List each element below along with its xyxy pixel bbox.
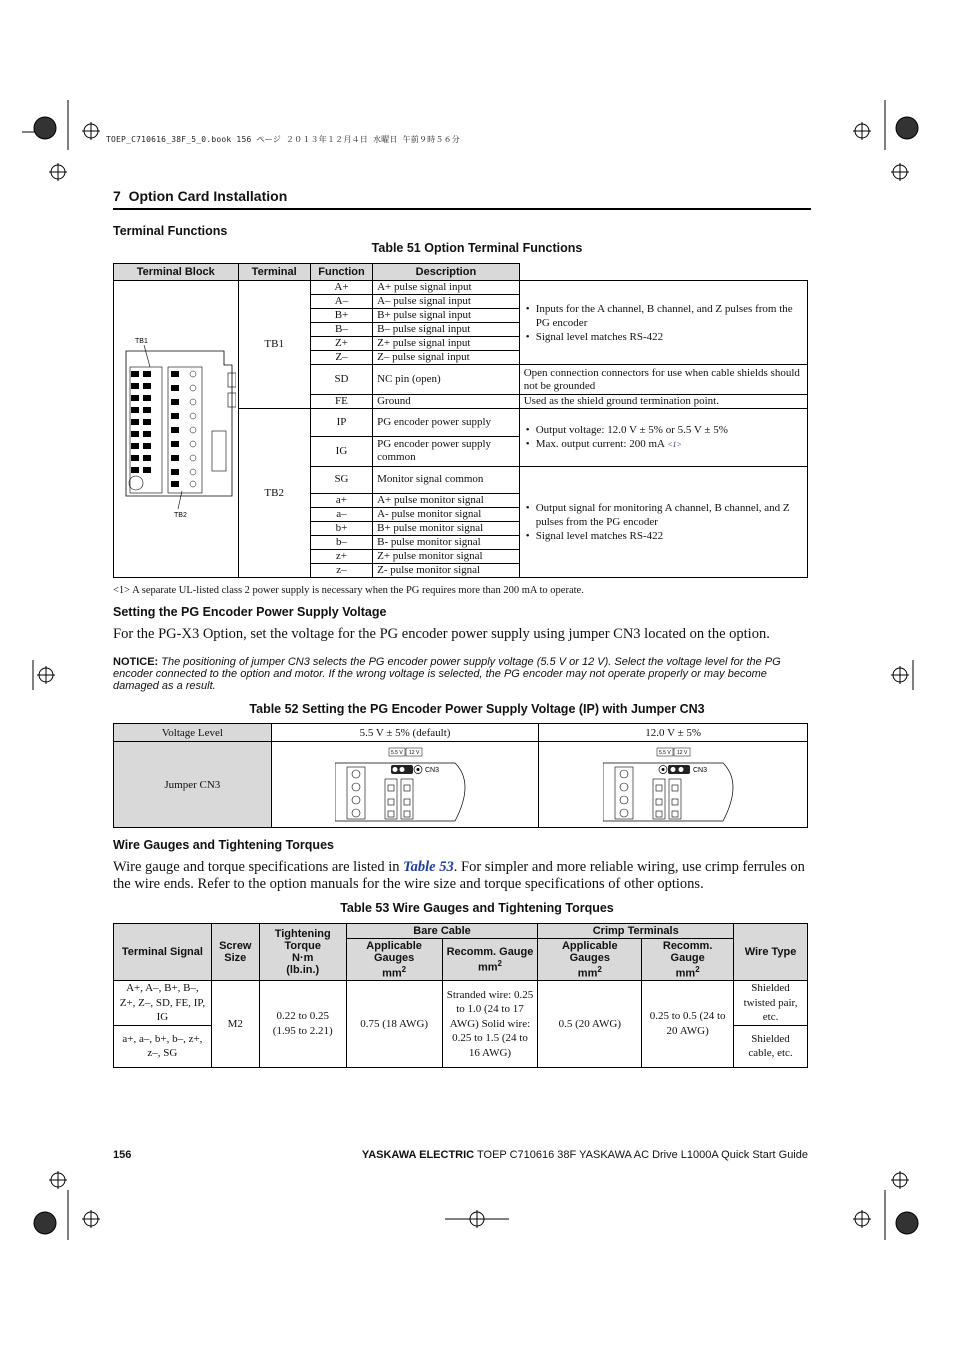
jumper-diagram-12v-svg xyxy=(603,743,743,823)
wire-gauges-heading: Wire Gauges and Tightening Torques xyxy=(113,838,334,852)
function-cell: A- pulse monitor signal xyxy=(373,508,520,522)
function-cell: PG encoder power supply xyxy=(373,409,520,437)
section-rule xyxy=(113,208,811,210)
terminal-cell: z– xyxy=(310,564,372,578)
terminal-block-diagram xyxy=(114,281,239,578)
voltage-option-12v: 12.0 V ± 5% xyxy=(539,724,808,742)
header-unit: mm xyxy=(382,967,402,980)
description-sd: Open connection connectors for use when cable shields should not be grounded xyxy=(519,365,807,395)
tb1-diagram-label: TB1 xyxy=(135,338,148,345)
function-cell: A– pulse signal input xyxy=(373,295,520,309)
header-crimp-terminals: Crimp Terminals xyxy=(538,924,734,939)
header-torque-line1: Tightening Torque xyxy=(274,928,331,952)
header-screw-size: Screw Size xyxy=(211,924,259,981)
option-board-diagram xyxy=(114,281,236,573)
row2-terminal-signals: a+, a–, b+, b–, z+, z–, SG xyxy=(114,1025,212,1067)
terminal-cell: SG xyxy=(310,466,372,494)
jumper-tag-12v: 12 V xyxy=(409,750,420,756)
terminal-cell: b+ xyxy=(310,522,372,536)
tb2-label: TB2 xyxy=(238,409,310,578)
function-cell: A+ pulse monitor signal xyxy=(373,494,520,508)
col-terminal: Terminal xyxy=(238,264,310,281)
function-cell: PG encoder power supply common xyxy=(373,436,520,466)
section-number: 7 xyxy=(113,188,121,204)
terminal-cell: B– xyxy=(310,323,372,337)
wire-type-value-2: Shielded cable, etc. xyxy=(734,1025,808,1067)
description-power xyxy=(519,409,807,467)
wire-gauges-body-post: . For simpler and more reliable wiring, use crimp ferrules on the wire ends. Refer to the option manuals for the wire size and torque specifications of other options. xyxy=(113,859,805,892)
jumper-tag-55v: 5.5 V xyxy=(391,750,403,756)
header-bare-applicable-label: Applicable Gauges xyxy=(366,939,422,964)
function-cell: A+ pulse signal input xyxy=(373,281,520,295)
voltage-level-label: Voltage Level xyxy=(114,724,272,742)
jumper-cn3-label: Jumper CN3 xyxy=(114,742,272,828)
section-title xyxy=(113,188,287,204)
notice-label: NOTICE: xyxy=(113,656,159,668)
description-bullet: • Inputs for the A channel, B channel, and Z pulses from the PG encoder xyxy=(536,302,803,330)
header-unit: mm xyxy=(577,967,598,980)
terminal-cell: A– xyxy=(310,295,372,309)
header-torque-line2: N·m xyxy=(292,952,314,964)
crimp-recomm-value: 0.25 to 0.5 (24 to 20 AWG) xyxy=(642,981,734,1068)
footnote: <1> A separate UL-listed class 2 power supply is necessary when the PG requires more than 200 mA to operate. xyxy=(113,585,584,596)
function-cell: B- pulse monitor signal xyxy=(373,536,520,550)
terminal-cell: Z+ xyxy=(310,337,372,351)
description-pulse-inputs xyxy=(519,281,807,365)
jumper-diagram-55v xyxy=(271,742,539,828)
jumper-diagram-12v xyxy=(539,742,808,828)
terminal-cell: B+ xyxy=(310,309,372,323)
bare-applicable-value: 0.75 (18 AWG) xyxy=(346,981,442,1068)
terminal-cell: a– xyxy=(310,508,372,522)
row1-terminal-signals: A+, A–, B+, B–, Z+, Z–, SD, FE, IP, IG xyxy=(114,981,212,1026)
tb1-label: TB1 xyxy=(238,281,310,409)
torque-value: 0.22 to 0.25 (1.95 to 2.21) xyxy=(259,981,346,1068)
header-wire-type: Wire Type xyxy=(734,924,808,981)
header-bare-recomm-label: Recomm. Gauge xyxy=(446,945,534,958)
description-monitor xyxy=(519,466,807,578)
description-fe: Used as the shield ground termination point. xyxy=(519,395,807,409)
header-bare-cable: Bare Cable xyxy=(346,924,538,939)
description-bullet-text: Max. output current: 200 mA xyxy=(535,437,665,450)
wire-type-value-1: Shielded twisted pair, etc. xyxy=(734,981,808,1026)
header-crimp-applicable-label: Applicable Gauges xyxy=(561,939,618,964)
function-cell: Z+ pulse signal input xyxy=(373,337,520,351)
page-number: 156 xyxy=(113,1149,132,1161)
function-cell: B– pulse signal input xyxy=(373,323,520,337)
notice-text: The positioning of jumper CN3 selects the PG encoder power supply voltage (5.5 V or 12 V). Select the voltage level for the PG encoder connected to the option and motor. If the wrong voltage is selected, the PG encoder may not operate properly or may become damaged as a result. xyxy=(113,656,781,692)
footnote-ref-link[interactable]: <1> xyxy=(667,439,682,449)
terminal-functions-heading: Terminal Functions xyxy=(113,224,228,238)
description-bullet xyxy=(536,437,803,452)
terminal-cell: b– xyxy=(310,536,372,550)
pg-voltage-body: For the PG-X3 Option, set the voltage for the PG encoder power supply using jumper CN3 located on the option. xyxy=(113,626,770,642)
header-unit: mm xyxy=(477,961,498,974)
jumper-name-12v: CN3 xyxy=(693,767,708,774)
header-unit: mm xyxy=(675,967,696,980)
description-bullet: • Signal level matches RS-422 xyxy=(536,330,803,344)
screw-size-value: M2 xyxy=(211,981,259,1068)
terminal-cell: a+ xyxy=(310,494,372,508)
function-cell: B+ pulse signal input xyxy=(373,309,520,323)
bare-recomm-value: Stranded wire: 0.25 to 1.0 (24 to 17 AWG) Solid wire: 0.25 to 1.5 (24 to 16 AWG) xyxy=(442,981,538,1068)
header-crimp-recomm: Recomm. Gauge $mm^2$ xyxy=(642,939,734,981)
table-jumper-cn3 xyxy=(113,723,808,828)
terminal-cell: IG xyxy=(310,436,372,466)
terminal-cell: SD xyxy=(310,365,372,395)
function-cell: B+ pulse monitor signal xyxy=(373,522,520,536)
table-wire-gauges xyxy=(113,923,808,1068)
header-crimp-recomm-label: Recomm. Gauge xyxy=(662,939,713,964)
jumper-name-55v: CN3 xyxy=(425,767,440,774)
function-cell: Monitor signal common xyxy=(373,466,520,494)
function-cell: Z– pulse signal input xyxy=(373,351,520,365)
col-description: Description xyxy=(373,264,520,281)
description-bullet: • Output signal for monitoring A channel, B channel, and Z pulses from the PG encoder xyxy=(536,501,803,529)
function-cell: NC pin (open) xyxy=(373,365,520,395)
header-bare-recomm: Recomm. Gauge $mm^2$ xyxy=(442,939,538,981)
col-function: Function xyxy=(310,264,372,281)
header-crimp-applicable: Applicable Gauges $mm^2$ xyxy=(538,939,642,981)
table52-caption: Table 52 Setting the PG Encoder Power Supply Voltage (IP) with Jumper CN3 xyxy=(249,702,705,716)
notice-block xyxy=(113,656,811,692)
file-info-header: TOEP_C710616_38F_5_0.book 156 ページ ２０１３年１２月４日 水曜日 午前９時５６分 xyxy=(106,135,460,144)
col-terminal-block: Terminal Block xyxy=(114,264,239,281)
description-bullet: • Output voltage: 12.0 V ± 5% or 5.5 V ± 5% xyxy=(536,423,803,437)
footer-doc-title: TOEP C710616 38F YASKAWA AC Drive L1000A Quick Start Guide xyxy=(474,1149,808,1161)
jumper-tag-55v: 5.5 V xyxy=(659,750,671,756)
crimp-applicable-value: 0.5 (20 AWG) xyxy=(538,981,642,1068)
terminal-cell: FE xyxy=(310,395,372,409)
header-torque-line3: (lb.in.) xyxy=(286,964,320,976)
terminal-cell: z+ xyxy=(310,550,372,564)
voltage-option-default: 5.5 V ± 5% (default) xyxy=(271,724,539,742)
jumper-diagram-55v-svg xyxy=(335,743,475,823)
wire-gauges-body xyxy=(113,859,813,893)
function-cell: Z- pulse monitor signal xyxy=(373,564,520,578)
table53-link[interactable]: Table 53 xyxy=(403,859,454,875)
footer-brand: YASKAWA ELECTRIC xyxy=(361,1149,475,1161)
jumper-tag-12v: 12 V xyxy=(677,750,688,756)
header-bare-applicable: Applicable Gauges $mm^2$ xyxy=(346,939,442,981)
description-bullet: • Signal level matches RS-422 xyxy=(536,529,803,543)
header-terminal-signal: Terminal Signal xyxy=(114,924,212,981)
terminal-cell: Z– xyxy=(310,351,372,365)
table51-caption: Table 51 Option Terminal Functions xyxy=(371,241,583,255)
table-option-terminal-functions xyxy=(113,263,808,578)
function-cell: Ground xyxy=(373,395,520,409)
table53-caption: Table 53 Wire Gauges and Tightening Torques xyxy=(340,901,614,915)
footer-doc-info xyxy=(362,1149,808,1161)
section-name: Option Card Installation xyxy=(128,188,288,204)
function-cell: Z+ pulse monitor signal xyxy=(373,550,520,564)
pg-voltage-heading: Setting the PG Encoder Power Supply Voltage xyxy=(113,605,387,619)
wire-gauges-body-pre: Wire gauge and torque specifications are listed in xyxy=(113,859,404,875)
terminal-cell: A+ xyxy=(310,281,372,295)
terminal-cell: IP xyxy=(310,409,372,437)
tb2-diagram-label: TB2 xyxy=(174,512,187,519)
header-tightening-torque xyxy=(259,924,346,981)
